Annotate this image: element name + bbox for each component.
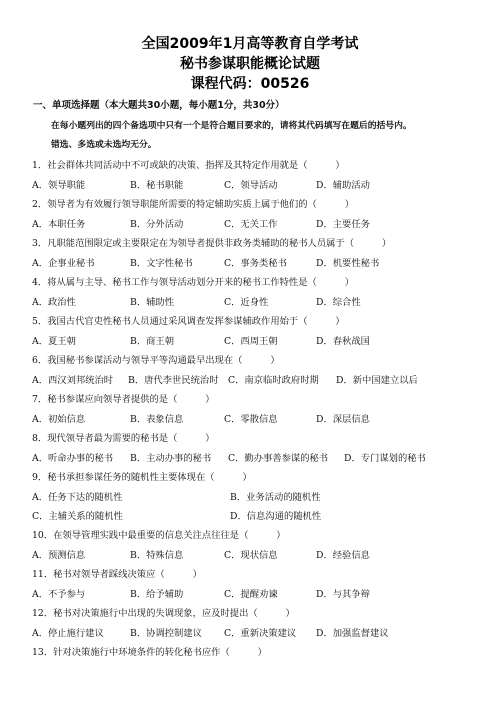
option-b: B．辅助性 (130, 297, 175, 308)
question-stem: 7．秘书参谋应向领导者提供的是（ ） (32, 394, 215, 405)
question-stem: 10．在领导管理实践中最重要的信息关注点往往是（ ） (32, 530, 286, 541)
question-stem: 2．领导者为有效履行领导职能所需要的特定辅助实质上属于他们的（ ） (32, 199, 355, 210)
question-stem: 4．将从属与主导、秘书工作与领导活动划分开来的秘书工作特性是（ ） (32, 277, 355, 288)
question-options (32, 586, 492, 598)
option-b: B．业务活动的随机性 (230, 492, 321, 503)
question-stem: 9．秘书承担参谋任务的随机性主要体现在（ ） (32, 472, 252, 483)
option-c: C．主辅关系的随机性 (32, 511, 123, 522)
option-b: B．唐代李世民统治时 (128, 375, 219, 386)
option-b: B．特殊信息 (130, 550, 184, 561)
option-a: A．政治性 (32, 297, 76, 308)
option-a: A．领导职能 (32, 180, 86, 191)
option-c: C．提醒劝谏 (224, 589, 278, 600)
option-a: A．夏王朝 (32, 336, 76, 347)
option-a: A．不予参与 (32, 589, 86, 600)
instruction-line: 在每小题列出的四个备选项中只有一个是符合题目要求的，请将其代码填写在题后的括号内。 (51, 121, 412, 131)
course-code: 课程代码：00526 (190, 76, 310, 92)
question-options (32, 255, 492, 267)
question-options (32, 547, 492, 559)
question-options (32, 489, 492, 501)
exam-title: 全国2009年1月高等教育自学考试 (141, 36, 359, 52)
option-c: C．零散信息 (224, 414, 278, 425)
option-c: C．南京临时政府时期 (228, 375, 319, 386)
option-b: B．秘书职能 (130, 180, 184, 191)
question-options (32, 450, 492, 462)
question-options (32, 294, 492, 306)
option-c: C．事务类秘书 (224, 258, 287, 269)
option-b: B．协调控制建议 (130, 628, 202, 639)
instruction-line: 错选、多选或未选均无分。 (51, 140, 157, 150)
option-a: A．任务下达的随机性 (32, 492, 123, 503)
question-stem: 8．现代领导者最为需要的秘书是（ ） (32, 433, 215, 444)
question-stem: 6．我国秘书参谋活动与领导平等沟通最早出现在（ ） (32, 355, 280, 366)
option-a: A．听命办事的秘书 (32, 453, 114, 464)
exam-subject-title: 秘书参谋职能概论试题 (180, 56, 320, 72)
option-c: C．领导活动 (224, 180, 278, 191)
option-c: C．近身性 (224, 297, 269, 308)
option-b: B．给予辅助 (130, 589, 184, 600)
option-a: A．预测信息 (32, 550, 86, 561)
option-d: D．深层信息 (316, 414, 370, 425)
option-d: D．辅助活动 (316, 180, 370, 191)
question-stem: 1．社会群体共同活动中不可或缺的决策、指挥及其特定作用就是（ ） (32, 160, 345, 171)
option-a: A．初始信息 (32, 414, 86, 425)
option-d: D．信息沟通的随机性 (230, 511, 322, 522)
option-c: C．无关工作 (224, 219, 278, 230)
option-a: A．本职任务 (32, 219, 86, 230)
question-stem: 3．凡职能范围限定或主要限定在为领导者提供非政务类辅助的秘书人员属于（ ） (32, 238, 392, 249)
option-c: C．重新决策建议 (224, 628, 297, 639)
option-d: D．新中国建立以后 (336, 375, 418, 386)
question-stem: 12．秘书对决策施行中出现的失调现象，应及时提出（ ） (32, 608, 295, 619)
option-a: A．企事业秘书 (32, 258, 95, 269)
question-options (32, 177, 492, 189)
option-d: D．加强监督建议 (316, 628, 389, 639)
option-c: C．西周王朝 (224, 336, 278, 347)
question-options (32, 333, 492, 345)
option-d: D．专门谋划的秘书 (344, 453, 426, 464)
question-options (32, 216, 492, 228)
question-options (32, 372, 492, 384)
option-d: D．经验信息 (316, 550, 370, 561)
option-a: A．停止施行建议 (32, 628, 104, 639)
option-d: D．综合性 (316, 297, 361, 308)
section-heading: 一、单项选择题（本大题共30小题，每小题1分，共30分） (33, 100, 285, 111)
option-b: B．文字性秘书 (130, 258, 193, 269)
option-d: D．春秋战国 (316, 336, 370, 347)
option-b: B．主动办事的秘书 (130, 453, 212, 464)
question-options (32, 411, 492, 423)
question-stem: 5．我国古代官吏性秘书人员通过采风调查发挥参谋辅政作用始于（ ） (32, 316, 345, 327)
question-stem: 11．秘书对领导者踩线决策应（ ） (32, 569, 202, 580)
option-d: D．与其争辩 (316, 589, 370, 600)
option-c: C．现状信息 (224, 550, 278, 561)
option-d: D．机要性秘书 (316, 258, 380, 269)
question-options (32, 508, 492, 520)
option-d: D．主要任务 (316, 219, 370, 230)
option-b: B．表象信息 (130, 414, 184, 425)
option-c: C．勤办事善参谋的秘书 (228, 453, 329, 464)
option-b: B．商王朝 (130, 336, 175, 347)
question-options (32, 625, 492, 637)
option-b: B．分外活动 (130, 219, 184, 230)
option-a: A．西汉刘邦统治时 (32, 375, 114, 386)
question-stem: 13．针对决策施行中环境条件的转化秘书应作（ ） (32, 647, 267, 658)
